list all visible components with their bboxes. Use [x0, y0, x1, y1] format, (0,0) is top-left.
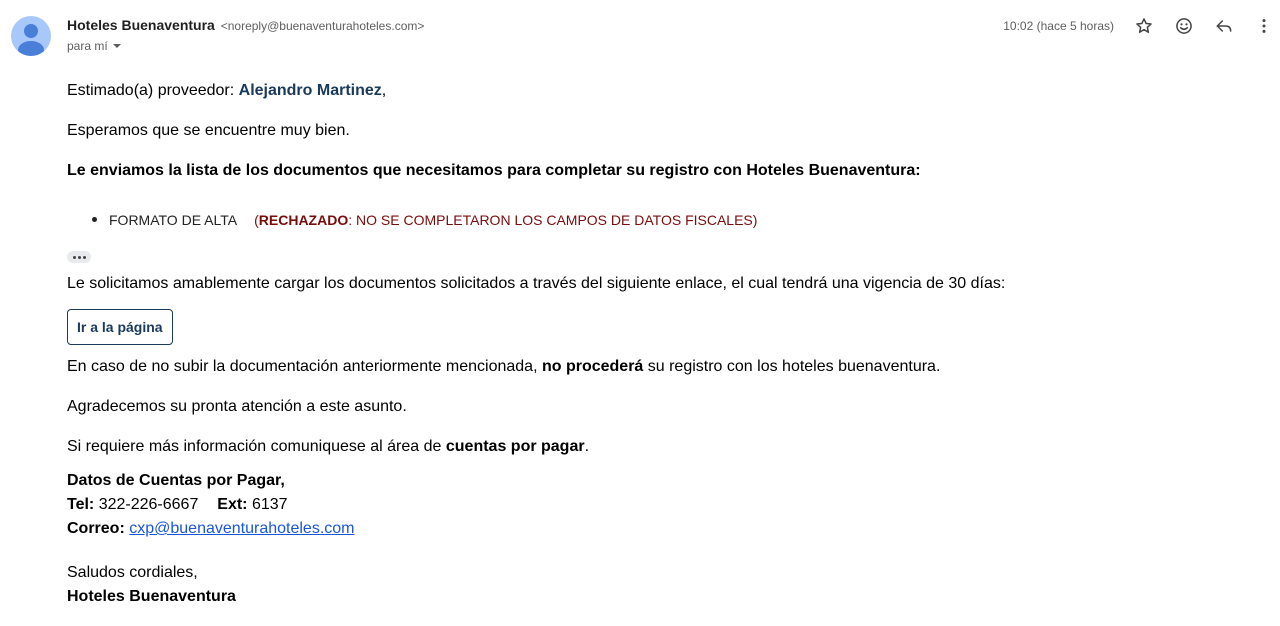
recipient-name: Alejandro Martinez: [238, 82, 382, 99]
person-avatar-icon[interactable]: [11, 16, 51, 56]
more-options-button[interactable]: [1250, 12, 1278, 40]
list-item: [109, 209, 757, 231]
recipient-label: para mí: [67, 39, 108, 53]
warning-text-b: su registro con los hoteles buenaventura.: [643, 358, 941, 375]
greeting-line: [67, 80, 386, 102]
contact-phone-line: [67, 494, 288, 516]
hope-line: Esperamos que se encuentre muy bien.: [67, 122, 350, 139]
sender-name[interactable]: Hoteles Buenaventura: [67, 17, 215, 33]
star-button[interactable]: [1130, 12, 1158, 40]
list-intro: Le enviamos la lista de los documentos que necesitamos para completar su registro con Hoteles Buenaventura:: [67, 162, 921, 179]
tel-value: 322-226-6667: [94, 496, 199, 513]
tel-label: Tel:: [67, 496, 95, 513]
info-text-a: Si requiere más información comuniquese al área de: [67, 438, 446, 455]
star-icon: [1134, 16, 1154, 36]
caret-down-icon: [112, 41, 122, 51]
reply-button[interactable]: [1210, 12, 1238, 40]
contact-email-line: [67, 518, 355, 540]
thanks-line: Agradecemos su pronta atención a este asunto.: [67, 398, 407, 415]
email-header: [0, 0, 1280, 64]
bullet: [92, 217, 97, 222]
warning-text-a: En caso de no subir la documentación anteriormente mencionada,: [67, 358, 542, 375]
go-to-page-button[interactable]: Ir a la página: [67, 309, 173, 345]
info-emphasis: cuentas por pagar: [445, 438, 585, 455]
info-line: [67, 436, 589, 458]
warning-line: [67, 356, 940, 378]
closing-line: Saludos cordiales,: [67, 564, 198, 581]
recipient-toggle[interactable]: [67, 39, 122, 53]
request-line: Le solicitamos amablemente cargar los documentos solicitados a través del siguiente enlace, el cual tendrá una vigencia de 30 días:: [67, 275, 1006, 292]
show-trimmed-content-button[interactable]: [67, 251, 91, 263]
message-time: 10:02 (hace 5 horas): [1003, 19, 1114, 33]
emoji-icon: [1174, 16, 1194, 36]
warning-emphasis: no procederá: [541, 358, 644, 375]
status-badge: RECHAZADO: [258, 212, 349, 228]
status-detail: : NO SE COMPLETARON LOS CAMPOS DE DATOS FISCALES): [348, 212, 758, 228]
signature: Hoteles Buenaventura: [67, 588, 236, 605]
contact-email-link[interactable]: cxp@buenaventurahoteles.com: [129, 520, 355, 537]
greeting-suffix: ,: [381, 82, 387, 99]
status-paren: (: [254, 212, 259, 228]
contact-title: Datos de Cuentas por Pagar,: [67, 472, 285, 489]
greeting-prefix: Estimado(a) proveedor:: [67, 82, 239, 99]
sender-email: <noreply@buenaventurahoteles.com>: [220, 19, 425, 33]
emoji-reaction-button[interactable]: [1170, 12, 1198, 40]
document-name: FORMATO DE ALTA: [109, 212, 237, 228]
sender-row: [67, 17, 424, 33]
email-label: Correo:: [67, 520, 125, 537]
more-vert-icon: [1254, 16, 1274, 36]
ext-label: Ext:: [217, 496, 248, 513]
reply-icon: [1214, 16, 1234, 36]
ext-value: 6137: [247, 496, 288, 513]
info-text-b: .: [584, 438, 590, 455]
